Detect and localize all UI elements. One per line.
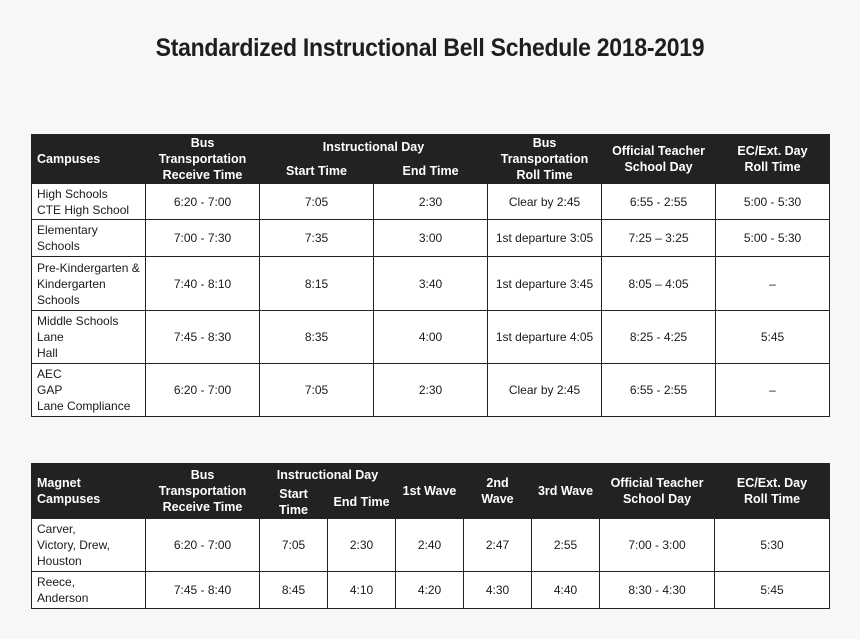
teacher-day-cell: 6:55 - 2:55: [602, 184, 716, 220]
page-title: Standardized Instructional Bell Schedule 2018-2019: [155, 34, 705, 62]
header-end-time: End Time: [374, 159, 488, 184]
campus-line: Victory, Drew,: [37, 537, 110, 552]
header-ec-ext: [716, 135, 830, 184]
roll-time-cell: 1st departure 3:05: [488, 220, 602, 257]
campus-cell: [32, 220, 146, 257]
campus-line: Middle Schools: [37, 314, 119, 328]
header-ec-ext: [715, 464, 830, 519]
ec-ext-cell: –: [716, 257, 830, 311]
ec-ext-cell: 5:00 - 5:30: [716, 220, 830, 257]
bell-schedule-table: [31, 134, 830, 417]
start-time-cell: 8:45: [260, 571, 328, 608]
wave2-cell: 4:30: [464, 571, 532, 608]
campus-cell: [32, 257, 146, 311]
ec-ext-cell: 5:00 - 5:30: [716, 184, 830, 220]
campus-line: Carver,: [37, 521, 76, 536]
wave3-cell: 2:55: [532, 518, 600, 571]
campus-line: Houston: [37, 553, 82, 568]
wave2-cell: 2:47: [464, 518, 532, 571]
teacher-day-cell: 7:25 – 3:25: [602, 220, 716, 257]
campus-line: Pre-Kindergarten &: [37, 260, 140, 275]
ec-ext-cell: 5:45: [715, 571, 830, 608]
header-bus-receive: [146, 135, 260, 184]
header-teacher-day: [600, 464, 715, 519]
table-row: [32, 184, 830, 220]
table-row: [32, 518, 830, 571]
end-time-cell: 3:00: [374, 220, 488, 257]
end-time-cell: 3:40: [374, 257, 488, 311]
roll-time-cell: 1st departure 4:05: [488, 311, 602, 364]
start-time-cell: 8:15: [260, 257, 374, 311]
campus-line: CTE High School: [37, 202, 130, 217]
header-instructional-day: Instructional Day: [260, 135, 488, 160]
table-row: [32, 571, 830, 608]
campus-cell: [32, 518, 146, 571]
header-bus-roll: [488, 135, 602, 184]
campus-line: High Schools: [37, 186, 108, 201]
campus-cell: [32, 311, 146, 364]
receive-time-cell: 7:45 - 8:40: [146, 571, 260, 608]
header-campuses: Campuses: [32, 135, 146, 184]
wave3-cell: 4:40: [532, 571, 600, 608]
header-bus-roll-line1: Bus Transportation: [500, 136, 589, 166]
receive-time-cell: 6:20 - 7:00: [146, 364, 260, 417]
end-time-cell: 2:30: [328, 518, 396, 571]
campus-line: Anderson: [37, 590, 89, 605]
campus-cell: [32, 364, 146, 417]
header-teacher-day-line2: School Day: [624, 160, 693, 174]
header-teacher-day: [602, 135, 716, 184]
header-3rd-wave: 3rd Wave: [532, 464, 600, 519]
receive-time-cell: 7:40 - 8:10: [146, 257, 260, 311]
campus-line: Hall: [37, 346, 58, 360]
wave1-cell: 2:40: [396, 518, 464, 571]
end-time-cell: 4:00: [374, 311, 488, 364]
header-ec-ext-line2: Roll Time: [744, 491, 801, 506]
campus-line: Schools: [37, 292, 80, 307]
start-time-cell: 7:05: [260, 518, 328, 571]
header-teacher-day-line2: School Day: [622, 491, 692, 506]
teacher-day-cell: 8:30 - 4:30: [600, 571, 715, 608]
header-bus-receive-line2: Receive Time: [162, 499, 243, 514]
start-time-cell: 8:35: [260, 311, 374, 364]
end-time-cell: 2:30: [374, 184, 488, 220]
campus-line: Lane: [37, 330, 64, 344]
teacher-day-cell: 6:55 - 2:55: [602, 364, 716, 417]
roll-time-cell: Clear by 2:45: [488, 364, 602, 417]
table-row: [32, 311, 830, 364]
header-magnet-campuses: Magnet Campuses: [32, 464, 146, 519]
campus-cell: [32, 184, 146, 220]
header-teacher-day-line1: Official Teacher: [612, 144, 705, 158]
end-time-cell: 2:30: [374, 364, 488, 417]
header-end-time: End Time: [328, 486, 396, 519]
header-teacher-day-line1: Official Teacher: [610, 475, 704, 490]
table-row: [32, 257, 830, 311]
header-ec-ext-line2: Roll Time: [744, 160, 801, 174]
campus-cell: [32, 571, 146, 608]
header-bus-receive: [146, 464, 260, 519]
table-row: [32, 220, 830, 257]
receive-time-cell: 6:20 - 7:00: [146, 518, 260, 571]
campus-line: Reece,: [37, 574, 76, 589]
receive-time-cell: 7:00 - 7:30: [146, 220, 260, 257]
start-time-cell: 7:35: [260, 220, 374, 257]
table-row: [32, 364, 830, 417]
header-ec-ext-line1: EC/Ext. Day: [736, 475, 808, 490]
ec-ext-cell: 5:30: [715, 518, 830, 571]
header-start-time: Start Time: [260, 486, 328, 519]
header-ec-ext-line1: EC/Ext. Day: [737, 144, 808, 158]
campus-line: Kindergarten: [37, 276, 106, 291]
campus-line: Schools: [37, 239, 80, 253]
magnet-schedule-table: [31, 463, 830, 609]
roll-time-cell: 1st departure 3:45: [488, 257, 602, 311]
header-bus-receive-line2: Receive Time: [162, 168, 243, 182]
teacher-day-cell: 7:00 - 3:00: [600, 518, 715, 571]
campus-line: GAP: [37, 383, 63, 397]
header-bus-receive-line1: Bus Transportation: [158, 467, 247, 498]
campus-line: Elementary: [37, 223, 98, 237]
receive-time-cell: 7:45 - 8:30: [146, 311, 260, 364]
header-bus-receive-line1: Bus Transportation: [158, 136, 247, 166]
header-start-time: Start Time: [260, 159, 374, 184]
ec-ext-cell: 5:45: [716, 311, 830, 364]
receive-time-cell: 6:20 - 7:00: [146, 184, 260, 220]
teacher-day-cell: 8:05 – 4:05: [602, 257, 716, 311]
campus-line: AEC: [37, 367, 62, 381]
header-1st-wave: 1st Wave: [396, 464, 464, 519]
teacher-day-cell: 8:25 - 4:25: [602, 311, 716, 364]
campus-line: Lane Compliance: [37, 399, 131, 413]
header-instructional-day: Instructional Day: [260, 464, 396, 486]
wave1-cell: 4:20: [396, 571, 464, 608]
start-time-cell: 7:05: [260, 184, 374, 220]
start-time-cell: 7:05: [260, 364, 374, 417]
ec-ext-cell: –: [716, 364, 830, 417]
end-time-cell: 4:10: [328, 571, 396, 608]
header-bus-roll-line2: Roll Time: [516, 168, 573, 182]
roll-time-cell: Clear by 2:45: [488, 184, 602, 220]
header-2nd-wave: 2nd Wave: [464, 464, 532, 519]
